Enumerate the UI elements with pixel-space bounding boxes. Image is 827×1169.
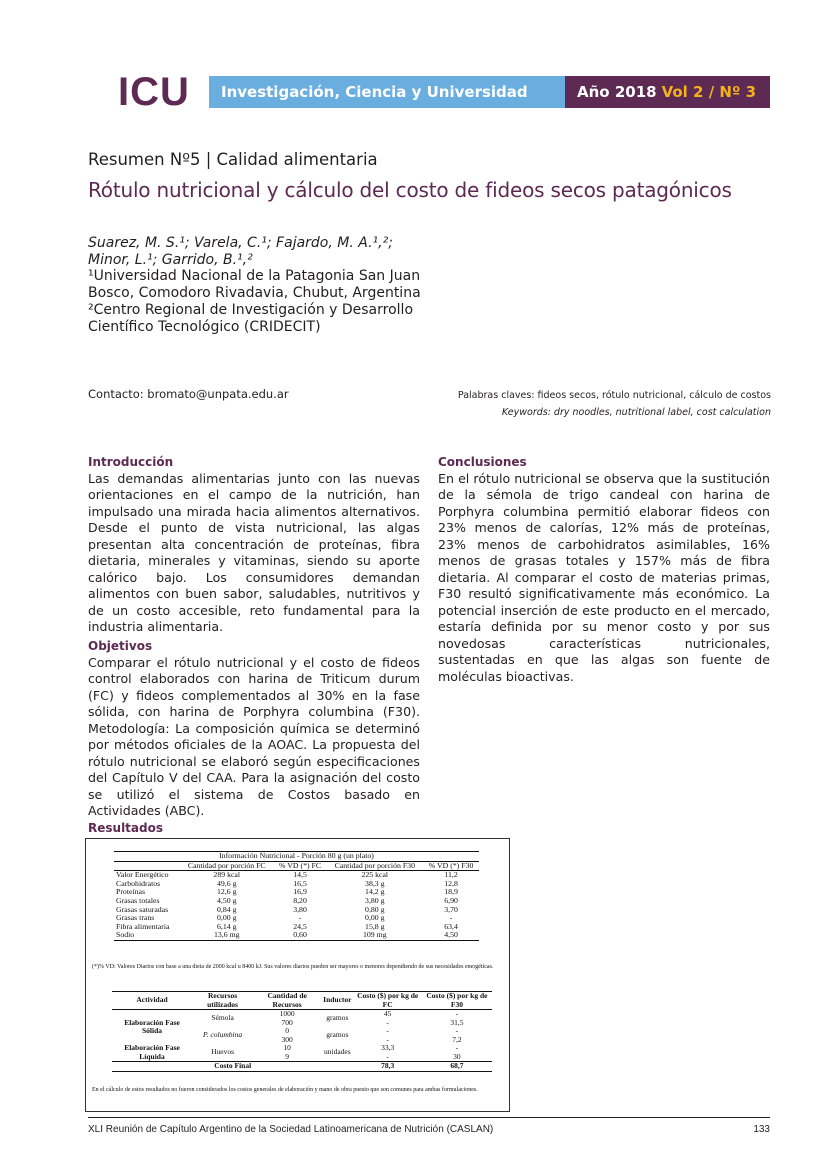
cost-fc-cell: -: [386, 1017, 389, 1027]
authors: Suarez, M. S.¹; Varela, C.¹; Fajardo, M. A.¹,²; Minor, L.¹; Garrido, B.¹,²: [88, 235, 393, 268]
table-header: Costo ($) por kg de F30: [422, 992, 492, 1010]
table-row: [114, 906, 479, 915]
nutrient-name: Grasas saturadas: [116, 904, 169, 914]
activity-cell: Elaboración Fase Sólida: [124, 1017, 180, 1035]
cost-f30-cell: -: [455, 1043, 459, 1052]
affiliation-1: ¹Universidad Nacional de la Patagonia San Juan Bosco, Comodoro Rivadavia, Chubut, Argentina: [88, 268, 421, 301]
table-header: Costo ($) por kg de FC: [354, 992, 422, 1010]
issue-banner: [565, 76, 770, 108]
nutrient-name: Grasas trans: [116, 913, 155, 923]
cost-fc-cell: -: [386, 1051, 389, 1061]
final-cost-fc: 78,3: [354, 1062, 422, 1072]
nutrient-name: Carbohidratos: [116, 878, 161, 888]
affiliations: [88, 268, 428, 336]
nutrition-table-body: [114, 871, 479, 941]
nutrition-footnote: (*)% VD: Valores Diarios con base a una dieta de 2000 kcal u 8400 kJ. Sus valores diarios pueden ser mayores o menores dependiendo de sus necesidades energéticas.: [92, 964, 494, 970]
conclusions-section: [438, 454, 770, 685]
objectives-text: Comparar el rótulo nutricional y el costo de fideos control elaborados con harina de Triticum durum (FC) y fideos complementados al 30% en la fase sólida, con harina de Porphyra columbina (F30). Metodología: La composición química se determinó por métodos oficiales de la AOAC. La propuesta del rótulo nutricional se elaboró según especificaciones del Capítulo V del CAA. Para la asignación del costo se utilizó el sistema de Costos basado en Actividades (ABC).: [88, 654, 420, 818]
table-cell: 4,50: [423, 931, 479, 940]
table-cell: 0,60: [274, 931, 327, 940]
table-cell: 3,80: [293, 904, 307, 914]
cost-f30-cell: -: [455, 1026, 459, 1035]
affiliation-2: ²Centro Regional de Investigación y Desarrollo Científico Tecnológico (CRIDECIT): [88, 302, 414, 335]
cost-fc-cell: -: [386, 1026, 389, 1035]
table-header: Inductor: [321, 992, 353, 1010]
journal-logo: ICU: [118, 70, 190, 114]
table-cell: 6,90: [444, 895, 458, 905]
table-header: Actividad: [112, 992, 192, 1010]
inductor-cell: unidades: [323, 1047, 351, 1057]
table-header: Cantidad de Recursos: [253, 992, 321, 1010]
cost-fc-cell: 33,3: [381, 1043, 395, 1052]
article-title: Rótulo nutricional y cálculo del costo de fideos secos patagónicos: [88, 178, 732, 202]
issue-year: Año 2018: [577, 83, 657, 101]
activity-cell: Elaboración Fase Líquida: [124, 1043, 180, 1061]
table-cell: -: [298, 913, 302, 923]
qty-cell: 300: [281, 1034, 293, 1044]
objectives-section: [88, 638, 420, 820]
qty-cell: 700: [281, 1017, 293, 1027]
cost-fc-cell: 45: [383, 1009, 392, 1018]
cost-fc-cell: -: [386, 1034, 389, 1044]
intro-section: [88, 454, 420, 636]
table-cell: 24,5: [293, 921, 307, 931]
table-cell: 16,5: [293, 878, 307, 888]
keywords-es: Palabras claves: fideos secos, rótulo nutricional, cálculo de costos: [457, 390, 771, 401]
footer-text: XLI Reunión de Capítulo Argentino de la Sociedad Latinoamericana de Nutrición (CASLAN): [88, 1124, 494, 1135]
cost-f30-cell: 31,5: [450, 1017, 464, 1027]
results-figure: [85, 838, 510, 1112]
table-row: [114, 931, 479, 940]
page-number: 133: [753, 1124, 770, 1135]
cost-footnote: En el cálculo de estos resultados no fueron considerados los costos generales de elaboración y mano de obra puesto que son comunes para ambas formulaciones.: [92, 1087, 478, 1093]
resource-cell: P. columbina: [203, 1030, 243, 1040]
objectives-heading: Objetivos: [88, 639, 153, 653]
table-cell: 225 kcal: [361, 870, 389, 880]
results-heading: Resultados: [88, 821, 163, 835]
footer-divider: [88, 1117, 770, 1118]
table-cell: 3,70: [444, 904, 458, 914]
table-cell: 16,9: [293, 887, 307, 897]
table-cell: 8,20: [293, 895, 307, 905]
table-header: Recursos utilizados: [192, 992, 253, 1010]
keywords-en: Keywords: dry noodles, nutritional label, cost calculation: [501, 407, 771, 418]
table-cell: 38,3 g: [365, 878, 385, 888]
table-cell: 12,8: [444, 878, 458, 888]
conclusions-heading: Conclusiones: [438, 455, 527, 469]
table-cell: 12,6 g: [217, 887, 237, 897]
keywords: [411, 387, 771, 421]
inductor-cell: gramos: [326, 1030, 349, 1040]
table-cell: 14,5: [293, 870, 307, 880]
table-header: Cantidad por porción F30: [326, 861, 423, 871]
inductor-cell: gramos: [326, 1013, 349, 1023]
qty-cell: 10: [283, 1043, 291, 1052]
contact-email: Contacto: bromato@unpata.edu.ar: [88, 387, 289, 401]
resource-cell: Huevos: [211, 1047, 235, 1057]
table-cell: 0,00 g: [365, 913, 385, 923]
table-cell: 0,84 g: [217, 904, 237, 914]
nutrient-name: Sodio: [114, 931, 180, 940]
table-cell: -: [449, 913, 453, 923]
qty-cell: 1000: [279, 1009, 295, 1018]
resource-cell: Sémola: [211, 1013, 234, 1023]
final-cost-label: Costo Final: [112, 1062, 354, 1072]
table-cell: 109 mg: [326, 931, 423, 940]
conclusions-text: En el rótulo nutricional se observa que la sustitución de la sémola de trigo candeal con harina de Porphyra columbina permitió elaborar fideos con 23% menos de calorías, 12% más de proteínas, 23% menos de carbohidratos asimilables, 16% menos de grasas totales y 157% más de fibra dietaria. Al comparar el costo de materias primas, F30 resultó significativamente más económico. La potencial inserción de este producto en el mercado, estaría definida por su menor costo y por sus novedosas características nutricionales, sustentadas en que las algas son fuente de moléculas bioactivas.: [438, 470, 770, 684]
nutrition-table: [114, 851, 479, 941]
table-cell: 14,2 g: [365, 887, 385, 897]
nutrient-name: Proteínas: [116, 887, 146, 897]
cost-f30-cell: 30: [453, 1051, 461, 1061]
table-header: % VD (*) F30: [423, 861, 479, 871]
section-label: Resumen Nº5 | Calidad alimentaria: [88, 150, 378, 169]
table-cell: 6,14 g: [217, 921, 237, 931]
cost-table: [112, 991, 492, 1072]
qty-cell: 0: [285, 1026, 289, 1035]
nutrient-name: Fibra alimentaria: [116, 921, 170, 931]
table-cell: 11,2: [444, 870, 458, 880]
cost-f30-cell: -: [455, 1009, 459, 1018]
table-cell: 4,50 g: [217, 895, 237, 905]
table-cell: 3,80 g: [365, 895, 385, 905]
nutrient-name: Valor Energético: [116, 870, 169, 880]
journal-banner: [209, 76, 565, 108]
intro-heading: Introducción: [88, 455, 174, 469]
table-row: [112, 1010, 492, 1019]
table-cell: 63,4: [444, 921, 458, 931]
cost-f30-cell: 7,2: [452, 1034, 462, 1044]
nutrient-name: Grasas totales: [116, 895, 160, 905]
table-row: [112, 1044, 492, 1053]
final-cost-f30: 68,7: [422, 1062, 492, 1072]
intro-text: Las demandas alimentarias junto con las nuevas orientaciones en el campo de la nutrición, han impulsado una mirada hacia alimentos alternativos. Desde el punto de vista nutricional, las algas presentan alta concentración de proteínas, fibra dietaria, minerales y vitaminas, siendo su aporte calórico bajo. Los consumidores demandan alimentos con buen sabor, saludables, nutritivos y de un costo accesible, reto fundamental para la industria alimentaria.: [88, 470, 420, 634]
table-cell: 289 kcal: [213, 870, 241, 880]
journal-name: Investigación, Ciencia y Universidad: [221, 83, 528, 101]
table-cell: 0,80 g: [365, 904, 385, 914]
table-cell: 0,00 g: [217, 913, 237, 923]
table-cell: 18,9: [444, 887, 458, 897]
table-cell: 15,8 g: [365, 921, 385, 931]
table-cell: 13,6 mg: [180, 931, 274, 940]
table-row-final: [112, 1062, 492, 1072]
table-cell: 49,6 g: [217, 878, 237, 888]
table-header: % VD (*) FC: [274, 861, 327, 871]
issue-volume: Vol 2 / Nº 3: [661, 83, 757, 101]
nutrition-table-caption: Información Nutricional - Porción 80 g (un plato): [114, 852, 479, 862]
qty-cell: 9: [285, 1051, 289, 1061]
table-header: Cantidad por porción FC: [180, 861, 274, 871]
